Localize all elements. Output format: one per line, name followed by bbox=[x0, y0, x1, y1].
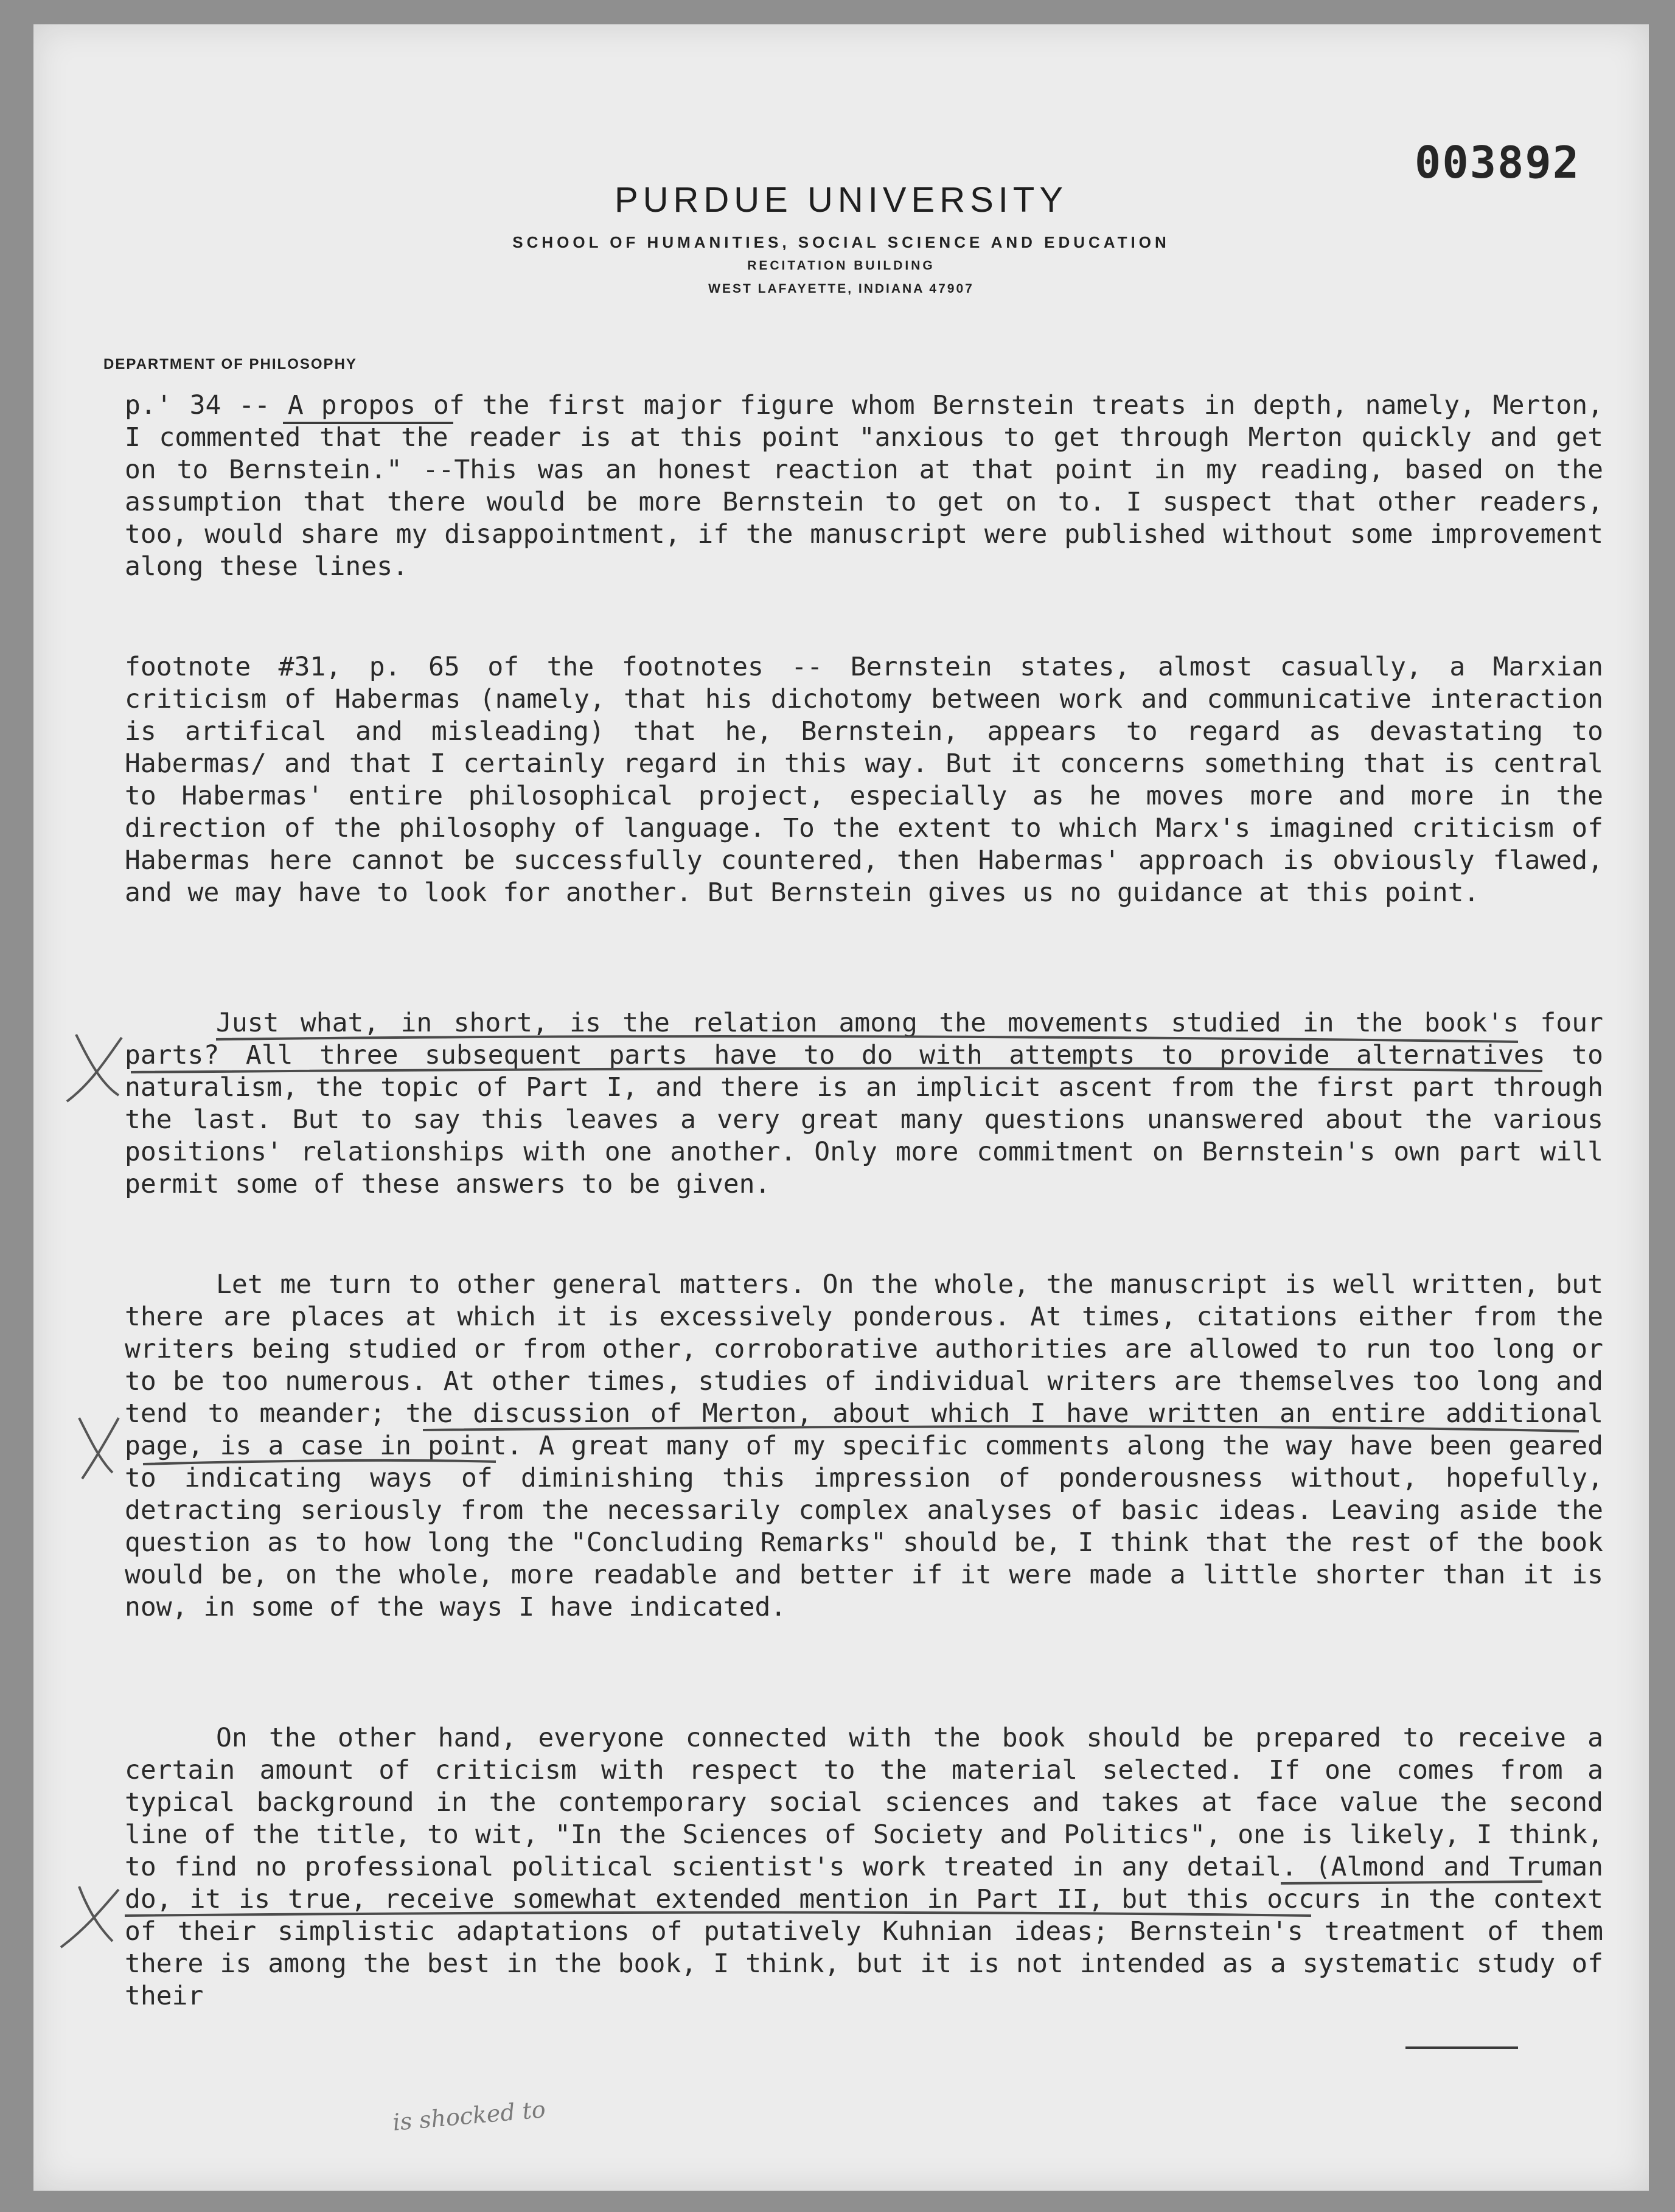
paragraph-2: footnote #31, p. 65 of the footnotes -- Bernstein states, almost casually, a Marxian criticism of Habermas (namely, that his dichotomy between work and communicative interaction is artifical and misleading) that he, Bernstein, appears to regard as devastating to Habermas/ and that I certainly regard in this way. But it concerns something that is central to Habermas' entire philosophical project, especially as he moves more and more in the direction of the philosophy of language. To the extent to which Marx's imagined criticism of Habermas here cannot be successfully countered, then Habermas' approach is obviously flawed, and we may have to look for another. But Bernstein gives us no guidance at this point. bbox=[125, 652, 1603, 908]
handwritten-note: is shocked to bbox=[391, 2096, 547, 2136]
margin-x-mark-1 bbox=[67, 1034, 122, 1101]
letterhead-building: RECITATION BUILDING bbox=[747, 259, 935, 273]
paragraph-1: p.' 34 -- A propos of the first major figure whom Bernstein treats in depth, namely, Merton, I commented that the reader is at this point "anxious to get through Merton quickly and get on to Bernstein." --This was an honest reaction at that point in my reading, based on the assumption that there would be more Bernstein to get on to. I suspect that other readers, too, would share my disappointment, if the manuscript were published without some improvement along these lines. bbox=[125, 390, 1603, 582]
margin-x-mark-3 bbox=[61, 1886, 119, 1947]
document-number: 003892 bbox=[1415, 137, 1581, 188]
paragraph-3: Just what, in short, is the relation among the movements studied in the book's four parts? All three subsequent parts have to do with attempts to provide alternatives to naturalism, the topic of Part I, and there is an implicit ascent from the first part through the last. But to say this leaves a very great many questions unanswered about the various positions' relationships with one another. Only more commitment on Bernstein's own part will permit some of these answers to be given. bbox=[125, 1008, 1603, 1199]
paragraph-5: On the other hand, everyone connected with the book should be prepared to receive a certain amount of criticism with respect to the material selected. If one comes from a typical background in the contemporary social sciences and takes at face value the second line of the title, to wit, "In the Sciences of Society and Politics", one is likely, I think, to find no professional political scientist's work treated in any detail. (Almond and Truman do, it is true, receive somewhat extended mention in Part II, but this occurs in the context of their simplistic adaptations of putatively Kuhnian ideas; Bernstein's treatment of them there is among the best in the book, I think, but it is not intended as a systematic study of their bbox=[125, 1723, 1603, 2011]
department-label: DEPARTMENT OF PHILOSOPHY bbox=[103, 356, 357, 372]
letterhead-school: SCHOOL OF HUMANITIES, SOCIAL SCIENCE AND EDUCATION bbox=[512, 233, 1170, 251]
letterhead-university: PURDUE UNIVERSITY bbox=[614, 180, 1068, 220]
letterhead-address: WEST LAFAYETTE, INDIANA 47907 bbox=[708, 282, 974, 296]
margin-x-mark-2 bbox=[79, 1418, 119, 1479]
document-page bbox=[33, 24, 1649, 2191]
paragraph-4: Let me turn to other general matters. On the whole, the manuscript is well written, but there are places at which it is excessively ponderous. At times, citations either from the writers being studied or from other, corroborative authorities are allowed to run too long or to be too numerous. At other times, studies of individual writers are themselves too long and tend to meander; the discussion of Merton, about which I have written an entire additional page, is a case in point. A great many of my specific comments along the way have been geared to indicating ways of diminishing this impression of ponderousness without, hopefully, detracting seriously from the necessarily complex analyses of basic ideas. Leaving aside the question as to how long the "Concluding Remarks" should be, I think that the rest of the book would be, on the whole, more readable and better if it were made a little shorter than it is now, in some of the ways I have indicated. bbox=[125, 1269, 1603, 1622]
